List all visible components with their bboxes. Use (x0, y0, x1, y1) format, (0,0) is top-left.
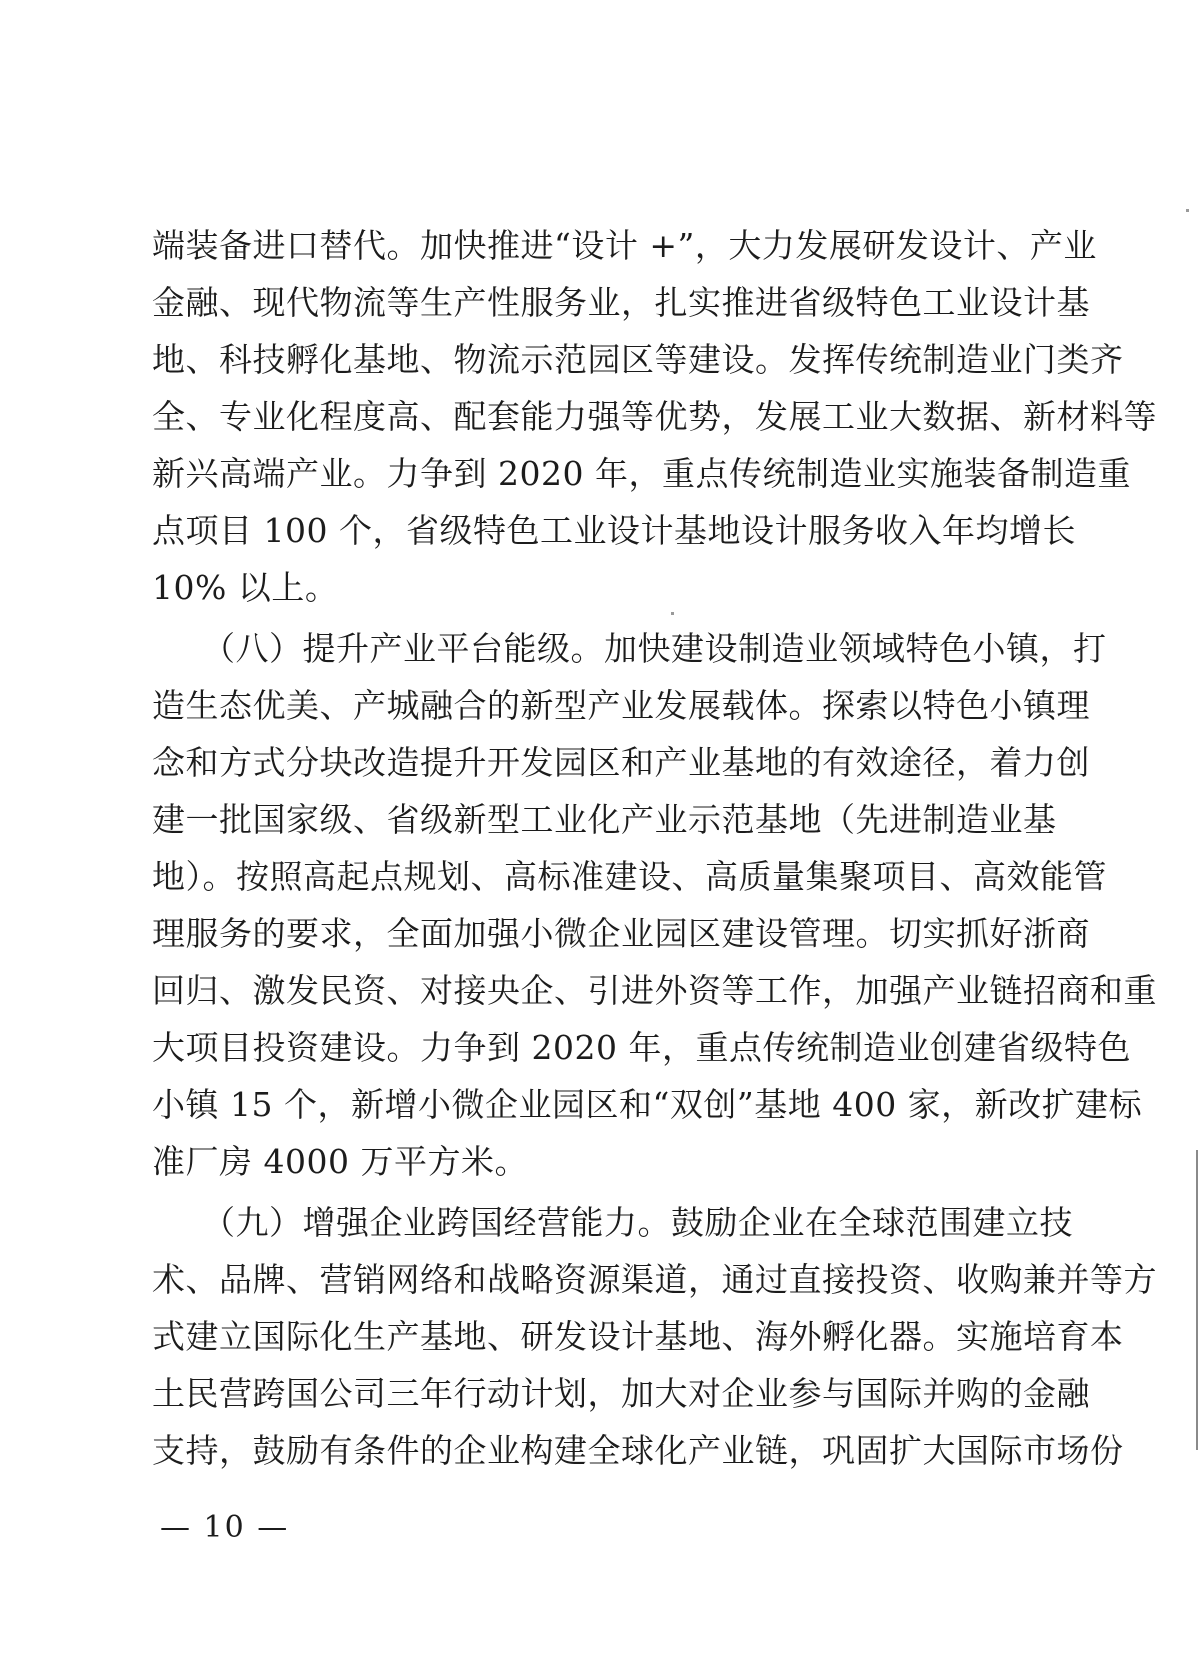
text-line: 全、专业化程度高、配套能力强等优势，发展工业大数据、新材料等 (152, 397, 1157, 436)
text-line: 式建立国际化生产基地、研发设计基地、海外孵化器。实施培育本 (152, 1317, 1124, 1356)
scan-speck (1186, 209, 1189, 212)
text-line: 小镇 15 个，新增小微企业园区和“双创”基地 400 家，新改扩建标 (152, 1085, 1143, 1124)
text-line: 造生态优美、产城融合的新型产业发展载体。探索以特色小镇理 (152, 686, 1090, 725)
scan-speck (671, 612, 674, 615)
section-heading-line: （八）提升产业平台能级。加快建设制造业领域特色小镇，打 (202, 629, 1107, 668)
section-heading-line: （九）增强企业跨国经营能力。鼓励企业在全球范围建立技 (202, 1203, 1073, 1242)
text-line: 建一批国家级、省级新型工业化产业示范基地（先进制造业基 (152, 800, 1057, 839)
text-line: 术、品牌、营销网络和战略资源渠道，通过直接投资、收购兼并等方 (152, 1260, 1157, 1299)
text-line: 新兴高端产业。力争到 2020 年，重点传统制造业实施装备制造重 (152, 454, 1131, 493)
text-line: 端装备进口替代。加快推进“设计 +”，大力发展研发设计、产业 (152, 226, 1097, 265)
text-line: 准厂房 4000 万平方米。 (152, 1142, 528, 1181)
text-line: 土民营跨国公司三年行动计划，加大对企业参与国际并购的金融 (152, 1374, 1090, 1413)
page-number: — 10 — (160, 1510, 290, 1545)
text-line: 金融、现代物流等生产性服务业，扎实推进省级特色工业设计基 (152, 283, 1090, 322)
text-line: 10% 以上。 (152, 568, 339, 607)
text-line: 地、科技孵化基地、物流示范园区等建设。发挥传统制造业门类齐 (152, 340, 1124, 379)
text-line: 大项目投资建设。力争到 2020 年，重点传统制造业创建省级特色 (152, 1028, 1131, 1067)
text-line: 理服务的要求，全面加强小微企业园区建设管理。切实抓好浙商 (152, 914, 1090, 953)
text-line: 念和方式分块改造提升开发园区和产业基地的有效途径，着力创 (152, 743, 1090, 782)
scan-edge-mark (1196, 1150, 1198, 1450)
text-line: 点项目 100 个，省级特色工业设计基地设计服务收入年均增长 (152, 511, 1076, 550)
text-line: 支持，鼓励有条件的企业构建全球化产业链，巩固扩大国际市场份 (152, 1431, 1124, 1470)
text-line: 地）。按照高起点规划、高标准建设、高质量集聚项目、高效能管 (152, 857, 1107, 896)
text-line: 回归、激发民资、对接央企、引进外资等工作，加强产业链招商和重 (152, 971, 1157, 1010)
